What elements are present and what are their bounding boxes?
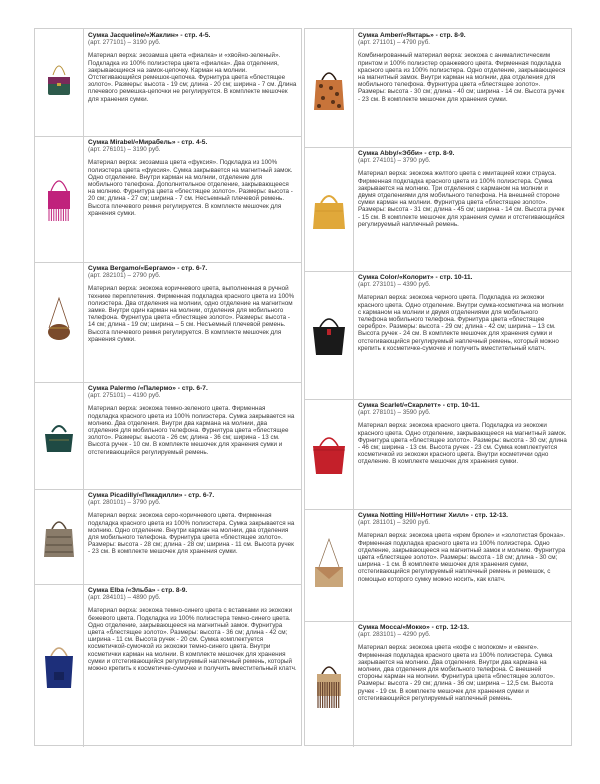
product-image-cell bbox=[35, 489, 84, 584]
product-title: Сумка Palermo /«Палермо» - стр. 6-7. bbox=[88, 385, 208, 392]
product-article-price: (арт. 276101) – 3190 руб. bbox=[88, 146, 161, 154]
product-row bbox=[35, 262, 301, 383]
product-row bbox=[305, 29, 571, 148]
product-article-price: (арт. 271101) – 4790 руб. bbox=[358, 39, 431, 47]
product-title: Сумка Mocca/«Мокко» - стр. 12-13. bbox=[358, 624, 469, 631]
product-text bbox=[88, 139, 297, 217]
product-description: Комбинированный материал верха: экокожа с анималистическим принтом и 100% полиэстер оранжевого цвета. Фирменная подкладка красного цвета из 100% полиэстера. Одно отделение, закрывающееся на магнитный замок. Внутри карман на молнии, два отделения для мобильного телефона. Фурнитура цвета «блестящее золото». Размеры: высота - 30 см; длина - 40 см; ширина - 14 см. Высота ручек - 23 см. В комплекте мешочек для хранения сумки. bbox=[358, 52, 566, 103]
product-image-cell bbox=[305, 29, 354, 147]
product-description: Материал верха: экокожа красного цвета. Подкладка из экокожи красного цвета. Одно отделение, закрывающееся на магнитный замок. Фурнитура цвета «блестящее золото». Размеры: высота - 30 см; длина - 46 см; ширина - 13 см. Высота ручек - 23 см. Сумка комплектуется косметичкой из экокожи красного цвета. Внутри косметички одно отделение. В комплекте мешочек для хранения сумки. bbox=[358, 422, 567, 466]
animal-print-bag-icon bbox=[309, 58, 349, 118]
product-row bbox=[35, 382, 301, 490]
product-text bbox=[358, 32, 567, 103]
product-image-cell bbox=[305, 621, 354, 747]
product-article-price: (арт. 280101) – 3790 руб. bbox=[88, 499, 161, 507]
product-title: Сумка Scarlet/«Скарлетт» - стр. 10-11. bbox=[358, 402, 480, 409]
tote-bag-icon bbox=[39, 406, 79, 466]
product-description: Материал верха: экокожа цвета «крем брюле» и «золотистая бронза». Фирменная подкладка красного цвета из 100% полиэстера. Одно отделение, закрывающееся на магнитный замок и молнию. Фурнитура цвета «блестящее золото». Размеры: высота - 18 см; длина - 30 см; ширина - 1 см. В комплекте мешочек для хранения сумки, отстегивающийся регулируемый наплечный ремень и ремешок, с помощью которого сумку можно носить, как клатч. bbox=[358, 532, 566, 583]
product-image-cell bbox=[305, 509, 354, 621]
product-article-price: (арт. 278101) – 3590 руб. bbox=[358, 409, 431, 417]
product-description: Материал верха: экозамша цвета «фиалка» и «хвойно-зеленый». Подкладка из 100% полиэстера цвета «фиалка». Два отделения, закрывающиеся на замок-цепочку. Карман на молнии. Отстегивающийся ремешок-цепочка. Фурнитура цвета «блестящее золото». Размеры: высота - 19 см; длина - 20 см; ширина - 7 см. Длина плечевого ремешка-цепочки не регулируется. В комплекте мешочек для хранения сумки. bbox=[88, 52, 297, 103]
fringe-bag-icon bbox=[39, 169, 79, 229]
product-article-price: (арт. 277101) – 3190 руб. bbox=[88, 39, 161, 47]
product-row bbox=[35, 29, 301, 137]
product-title: Сумка Mirabel/«Мирабель» - стр. 4-5. bbox=[88, 139, 208, 146]
fringe-tote-icon bbox=[309, 654, 349, 714]
product-description: Материал верха: экокожа черного цвета. Подкладка из экокожи красного цвета. Одно отделение. Внутри сумка-косметичка на молнии с карманом на молнии и двумя отделениями для мобильного телефона мобильного телефона. Фурнитура цвета «блестящее серебро». Размеры: высота - 29 см; длина - 42 см; ширина – 13 см. Высота ручек - 24 см. В комплекте мешочек для хранения сумки и отстегивающийся регулируемый наплечный ремень, который можно крепить к косметичке-сумочке и получить вместительный клатч. bbox=[358, 294, 564, 352]
left-column bbox=[34, 28, 302, 746]
product-image-cell bbox=[305, 147, 354, 271]
shopper-bag-icon bbox=[39, 636, 79, 696]
product-title: Сумка Picadilly/«Пикадилли» - стр. 6-7. bbox=[88, 492, 215, 499]
product-description: Материал верха: экокожа темно-синего цвета с вставками из экокожи бежевого цвета. Подкладка из 100% полиэстера темно-синего цвета. Одно отделение, закрывающееся на магнитный замок. Фурнитура цвета «блестящее золото». Размеры: высота - 36 см; длина - 42 см; ширина - 11 см. Высота ручек - 20 см. Сумка комплектуется косметичкой-сумочкой из экокожи темно-синего цвета. Внутри косметички карман на молнии. В комплекте мешочек для хранения сумки и отстегивающийся регулируемый наплечный ремень, который можно крепить к косметичке-сумочке и получить вместительный клатч. bbox=[88, 607, 297, 673]
product-row bbox=[305, 399, 571, 510]
product-title: Сумка Bergamo/«Бергамо» - стр. 6-7. bbox=[88, 265, 208, 272]
product-text bbox=[358, 274, 567, 352]
product-title: Сумка Abby/«Эбби» - стр. 8-9. bbox=[358, 150, 455, 157]
product-image-cell bbox=[35, 584, 84, 747]
product-row bbox=[305, 271, 571, 400]
right-column bbox=[304, 28, 572, 746]
snake-bag-icon bbox=[39, 507, 79, 567]
product-image-cell bbox=[35, 136, 84, 262]
product-text bbox=[88, 32, 297, 103]
product-row bbox=[305, 147, 571, 272]
black-tote-icon bbox=[309, 305, 349, 365]
product-text bbox=[88, 587, 297, 672]
product-text bbox=[358, 512, 567, 583]
clutch-bag-icon bbox=[309, 535, 349, 595]
red-tote-icon bbox=[309, 424, 349, 484]
product-description: Материал верха: экокожа желтого цвета с имитацией кожи страуса. Фирменная подкладка красного цвета из 100% полиэстера. Сумка закрывается на молнию. Три отделения с карманом на молнии и двумя отделениями для мобильного телефона. На внешней стороне сумки карман на молнии. Фурнитура цвета «блестящее золото». Размеры: высота - 31 см; длина - 45 см; ширина - 14 см. Высота ручек - 15 см. В комплекте мешочек для хранения сумки и отстегивающийся регулируемый наплечный ремень. bbox=[358, 170, 565, 228]
product-article-price: (арт. 273101) – 4390 руб. bbox=[358, 281, 431, 289]
product-image-cell bbox=[35, 29, 84, 136]
product-title: Сумка Color/«Колорит» - стр. 10-11. bbox=[358, 274, 473, 281]
product-title: Сумка Amber/«Янтарь» - стр. 8-9. bbox=[358, 32, 466, 39]
product-text bbox=[88, 492, 297, 556]
product-image-cell bbox=[35, 262, 84, 382]
product-text bbox=[88, 385, 297, 456]
product-title: Сумка Notting Hill/«Ноттинг Хилл» - стр. 12-13. bbox=[358, 512, 509, 519]
product-article-price: (арт. 274101) – 3790 руб. bbox=[358, 157, 431, 165]
product-description: Материал верха: экокожа темно-зеленого цвета. Фирменная подкладка красного цвета из 100% полиэстера. Сумка закрывается на молнию. Два отделения. Внутри два кармана на молнии, два отделения для мобильного телефона. Фурнитура цвета «блестящее золото». Размеры: высота - 26 см; длина - 36 см; ширина - 13 см. Высота ручек - 10 см. В комплекте мешочек для хранения сумки и отстегивающийся регулируемый ремень. bbox=[88, 405, 295, 456]
product-description: Материал верха: экокожа коричневого цвета, выполненная в ручной технике переплетения. Фирменная подкладка красного цвета из 100% полиэстера. Два отделения на молнии, одно отделение на магнитном замке. Внутри один карман на молнии, отделения для мобильного телефона. Фурнитура цвета «блестящее золото». Размеры: высота - 14 см; длина - 19 см; ширина – 5 см. Несъемный плечевой ремень. Высота плечевого ремня регулируется. В комплекте мешочек для хранения сумки. bbox=[88, 285, 295, 343]
crossbody-bag-icon bbox=[39, 292, 79, 352]
product-article-price: (арт. 275101) – 4190 руб. bbox=[88, 392, 161, 400]
product-description: Материал верха: экозамша цвета «фуксия». Подкладка из 100% полиэстера цвета «фуксия». Сумка закрывается на магнитный замок. Одно отделение. Внутри карман на молнии, отделение для мобильного телефона. Дополнительное отделение, закрывающееся на молнию. Фурнитура цвета «блестящее золото». Размеры: высота - 20 см; длина - 27 см; ширина - 7 см. Несъемный плечевой ремень. Высота плечевого ремня регулируется. В комплекте мешочек для хранения сумки. bbox=[88, 159, 293, 217]
product-image-cell bbox=[35, 382, 84, 489]
product-image-cell bbox=[305, 271, 354, 399]
product-text bbox=[88, 265, 297, 343]
product-image-cell bbox=[305, 399, 354, 509]
product-article-price: (арт. 284101) – 4890 руб. bbox=[88, 594, 161, 602]
product-article-price: (арт. 283101) – 4290 руб. bbox=[358, 631, 431, 639]
product-text bbox=[358, 402, 567, 466]
product-text bbox=[358, 150, 567, 228]
product-row bbox=[305, 509, 571, 622]
product-row bbox=[35, 584, 301, 747]
product-description: Материал верха: экокожа серо-коричневого цвета. Фирменная подкладка красного цвета из 100% полиэстера. Сумка закрывается на молнию. Одно отделение. Внутри карман на молнии, два отделения для мобильного телефона. Фурнитура цвета «блестящее золото». Размеры: высота - 28 см; длина - 28 см; ширина - 11 см. Высота ручек - 23 см. В комплекте мешочек для хранения сумки. bbox=[88, 512, 295, 556]
yellow-bag-icon bbox=[309, 179, 349, 239]
product-description: Материал верха: экокожа цвета «кофе с молоком» и «венге». Фирменная подкладка красного цвета из 100% полиэстера. Сумка закрывается на молнию. Два отделения. Внутри два кармана на молнии, два отделения для мобильного телефона. С внешней стороны карман на молнии. Фурнитура цвета «блестящее золото». Размеры: высота - 29 см; длина - 36 см; ширина – 12,5 см. Высота ручек - 19 см. В комплекте мешочек для хранения сумки и отстегивающийся регулируемый наплечный ремень. bbox=[358, 644, 555, 702]
product-title: Сумка Jacqueline/«Жаклин» - стр. 4-5. bbox=[88, 32, 211, 39]
product-row bbox=[35, 136, 301, 263]
product-article-price: (арт. 281101) – 3290 руб. bbox=[358, 519, 431, 527]
product-title: Сумка Elba /«Эльба» - стр. 8-9. bbox=[88, 587, 188, 594]
handbag-icon bbox=[39, 53, 79, 113]
product-row bbox=[305, 621, 571, 747]
product-article-price: (арт. 282101) – 2790 руб. bbox=[88, 272, 161, 280]
product-row bbox=[35, 489, 301, 585]
product-text bbox=[358, 624, 567, 702]
